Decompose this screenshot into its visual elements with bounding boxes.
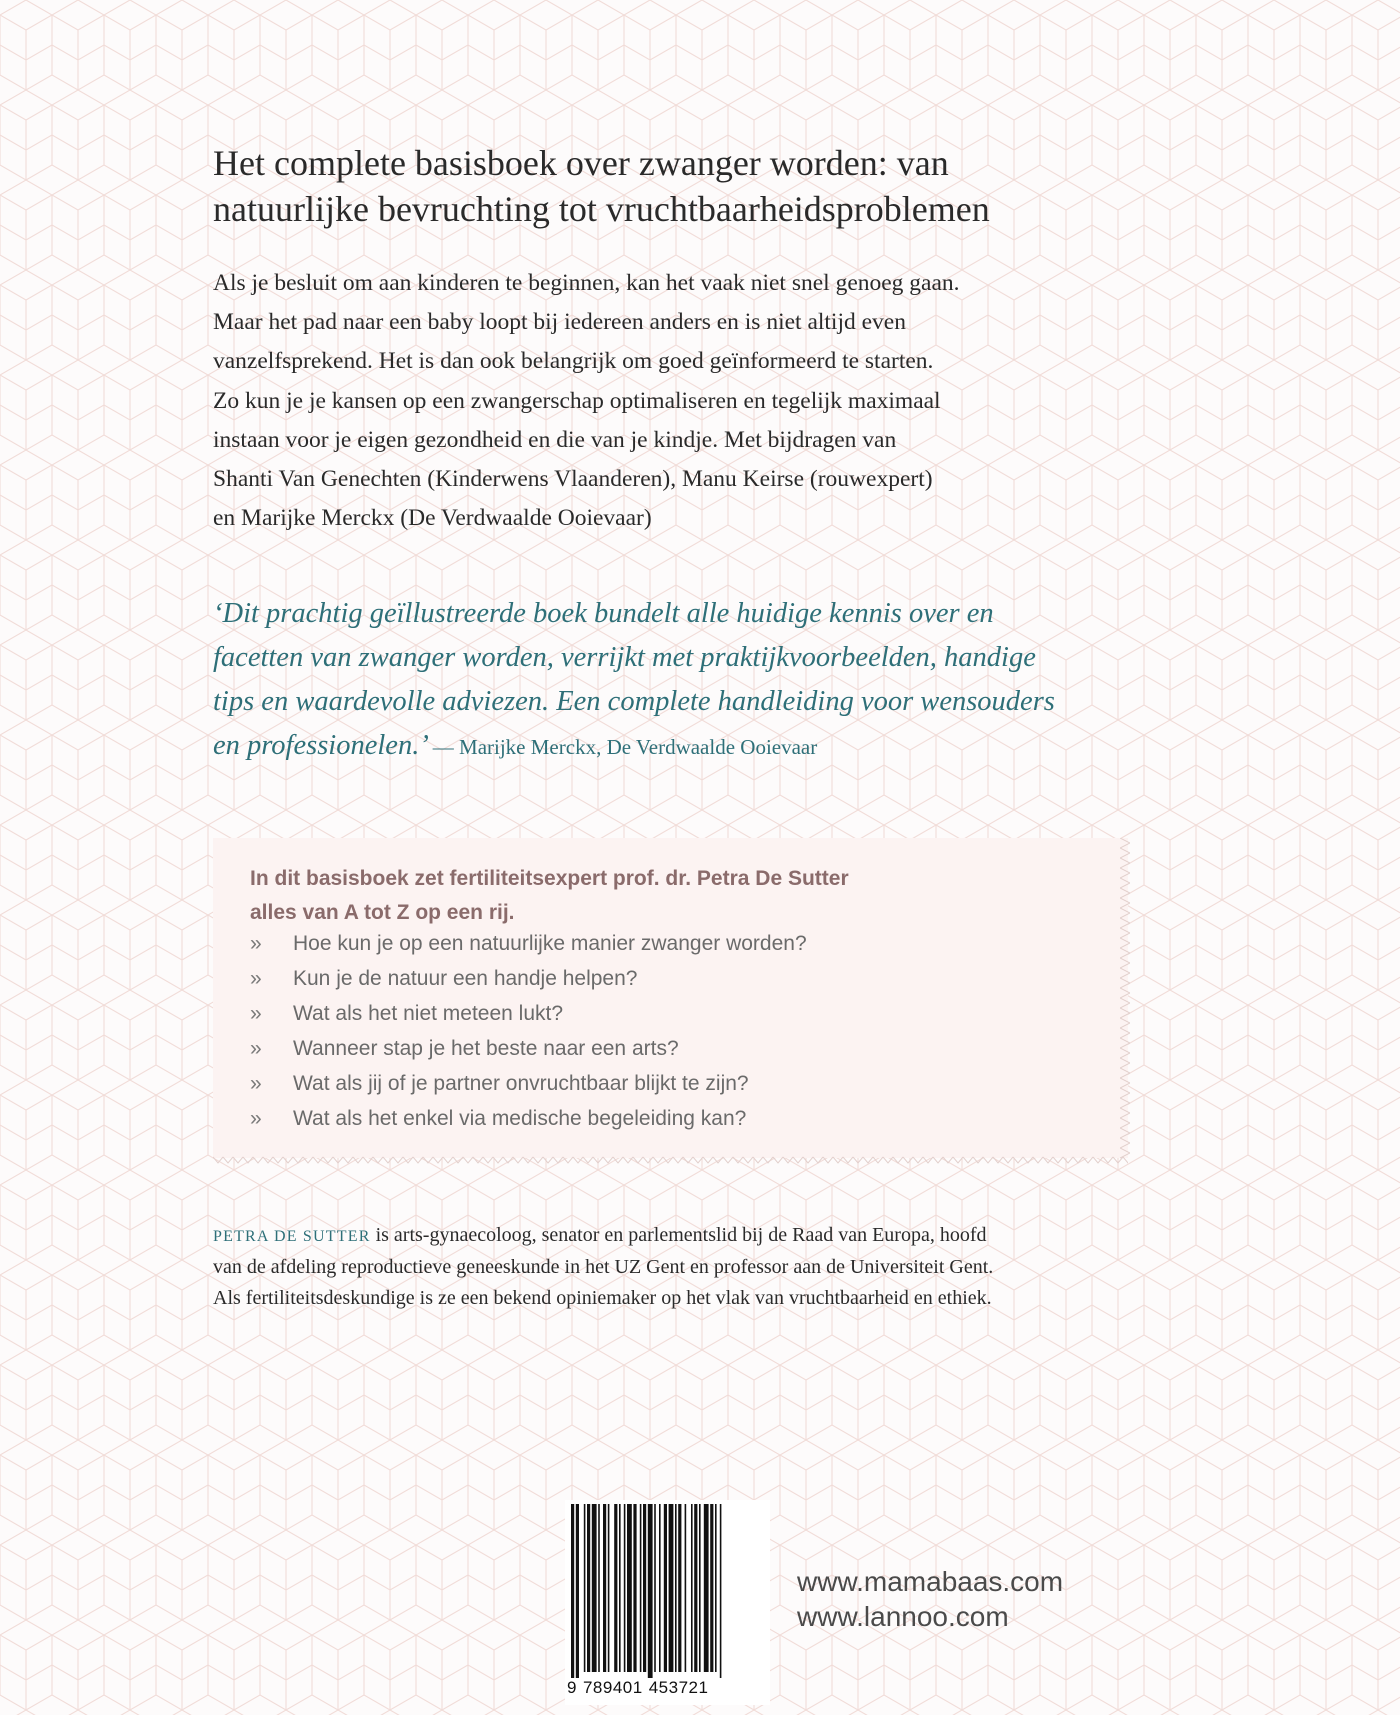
bio-line-1: is arts-gynaecoloog, senator en parlementslid bij de Raad van Europa, hoofd [370,1224,987,1246]
list-item-text: Wat als jij of je partner onvruchtbaar blijkt te zijn? [293,1071,749,1095]
barcode-bar [678,1504,681,1672]
barcode-bar [587,1504,590,1672]
isbn-digit-first: 9 [567,1678,577,1697]
list-item-text: Kun je de natuur een handje helpen? [293,966,638,990]
intro-line: Zo kun je je kansen op een zwangerschap optimaliseren en tegelijk maximaal [213,387,941,414]
box-question-list [250,926,1110,1136]
list-item [250,1066,1110,1101]
barcode-bar [592,1504,597,1672]
list-item [250,1031,1110,1066]
website-links [797,1564,1197,1634]
barcode-bar [603,1504,606,1672]
intro-paragraph [213,264,1173,538]
url-lannoo[interactable]: www.lannoo.com [797,1601,1009,1632]
intro-line: en Marijke Merckx (De Verdwaalde Ooievaar) [213,505,652,532]
barcode-bar [624,1504,626,1672]
list-item-text: Wat als het enkel via medische begeleiding kan? [293,1106,747,1130]
barcode-bar [640,1504,642,1672]
list-item [250,926,1110,961]
barcode-bar [694,1504,697,1672]
intro-line: vanzelfsprekend. Het is dan ook belangrijk om goed geïnformeerd te starten. [213,348,934,375]
isbn-digit-group-1: 789401 [582,1678,643,1697]
headline-line-2: natuurlijke bevruchting tot vruchtbaarheidsproblemen [213,189,990,229]
barcode-bars [565,1500,770,1680]
quote-line: ‘Dit prachtig geïllustreerde boek bundelt alle huidige kennis over en [213,598,994,629]
box-heading-line-2: alles van A tot Z op een rij. [250,901,515,924]
box-heading-line-1: In dit basisboek zet fertiliteitsexpert prof. dr. Petra De Sutter [250,867,849,890]
box-heading [250,862,1010,930]
intro-line: instaan voor je eigen gezondheid en die van je kindje. Met bijdragen van [213,426,897,453]
barcode-bar [691,1504,693,1672]
barcode-bar [664,1504,667,1672]
isbn-barcode [565,1500,770,1705]
barcode-bar [643,1504,646,1672]
barcode-bar [715,1504,717,1672]
headline [213,140,1173,232]
barcode-bar [576,1504,579,1680]
list-item-text: Wat als het niet meteen lukt? [293,1001,564,1025]
bullet-icon: » [250,1001,262,1025]
list-item-text: Hoe kun je op een natuurlijke manier zwanger worden? [293,931,807,955]
barcode-bar [614,1504,617,1672]
barcode-bar [710,1504,713,1672]
quote-line: facetten van zwanger worden, verrijkt met praktijkvoorbeelden, handige [213,642,1036,673]
list-item [250,996,1110,1031]
quote-line: tips en waardevolle adviezen. Een complete handleiding voor wensouders [213,686,1055,717]
intro-line: Shanti Van Genechten (Kinderwens Vlaanderen), Manu Keirse (rouwexpert) [213,466,933,493]
bullet-icon: » [250,1106,262,1130]
barcode-bar [654,1504,656,1672]
barcode-bar [619,1504,621,1672]
intro-line: Als je besluit om aan kinderen te beginnen, kan het vaak niet snel genoeg gaan. [213,270,960,296]
url-mamabaas[interactable]: www.mamabaas.com [797,1566,1064,1597]
bullet-icon: » [250,931,262,955]
barcode-bar [720,1504,722,1680]
list-item [250,1101,1110,1136]
barcode-bar [608,1504,610,1672]
barcode-bar [704,1504,709,1672]
barcode-bar [627,1504,632,1672]
barcode-bar [699,1504,701,1672]
author-name: PETRA DE SUTTER [213,1228,371,1245]
isbn-digit-group-2: 453721 [648,1678,709,1697]
list-item-text: Wanneer stap je het beste naar een arts? [293,1036,679,1060]
quote-attribution: — Marijke Merckx, De Verdwaalde Ooievaar [432,735,818,759]
bullet-icon: » [250,1071,262,1095]
bullet-icon: » [250,1036,262,1060]
barcode-bar [669,1504,674,1672]
endorsement-quote [213,592,1173,769]
bio-line-2: van de afdeling reproductieve geneeskunde in het UZ Gent en professor aan de Universiteit Gent. [213,1256,994,1278]
barcode-bar [571,1504,574,1680]
intro-line: Maar het pad naar een baby loopt bij iedereen anders en is niet altijd even [213,309,906,336]
bio-line-3: Als fertiliteitsdeskundige is ze een bekend opiniemaker op het vlak van vruchtbaarheid en ethiek. [213,1287,992,1309]
barcode-bar [675,1504,677,1672]
barcode-bar [633,1504,636,1672]
barcode-bar [685,1504,687,1672]
author-bio [213,1220,1143,1314]
barcode-bar [584,1504,586,1672]
barcode-bar [598,1504,600,1672]
barcode-bar [648,1504,653,1680]
barcode-bar [659,1504,661,1672]
list-item [250,961,1110,996]
isbn-digits [567,1678,767,1698]
headline-line-1: Het complete basisboek over zwanger worden: van [213,143,949,183]
box-zigzag-bottom-edge [213,1155,1128,1165]
bullet-icon: » [250,966,262,990]
quote-line: en professionelen.’ [213,730,426,761]
box-zigzag-right-edge [1120,838,1130,1160]
